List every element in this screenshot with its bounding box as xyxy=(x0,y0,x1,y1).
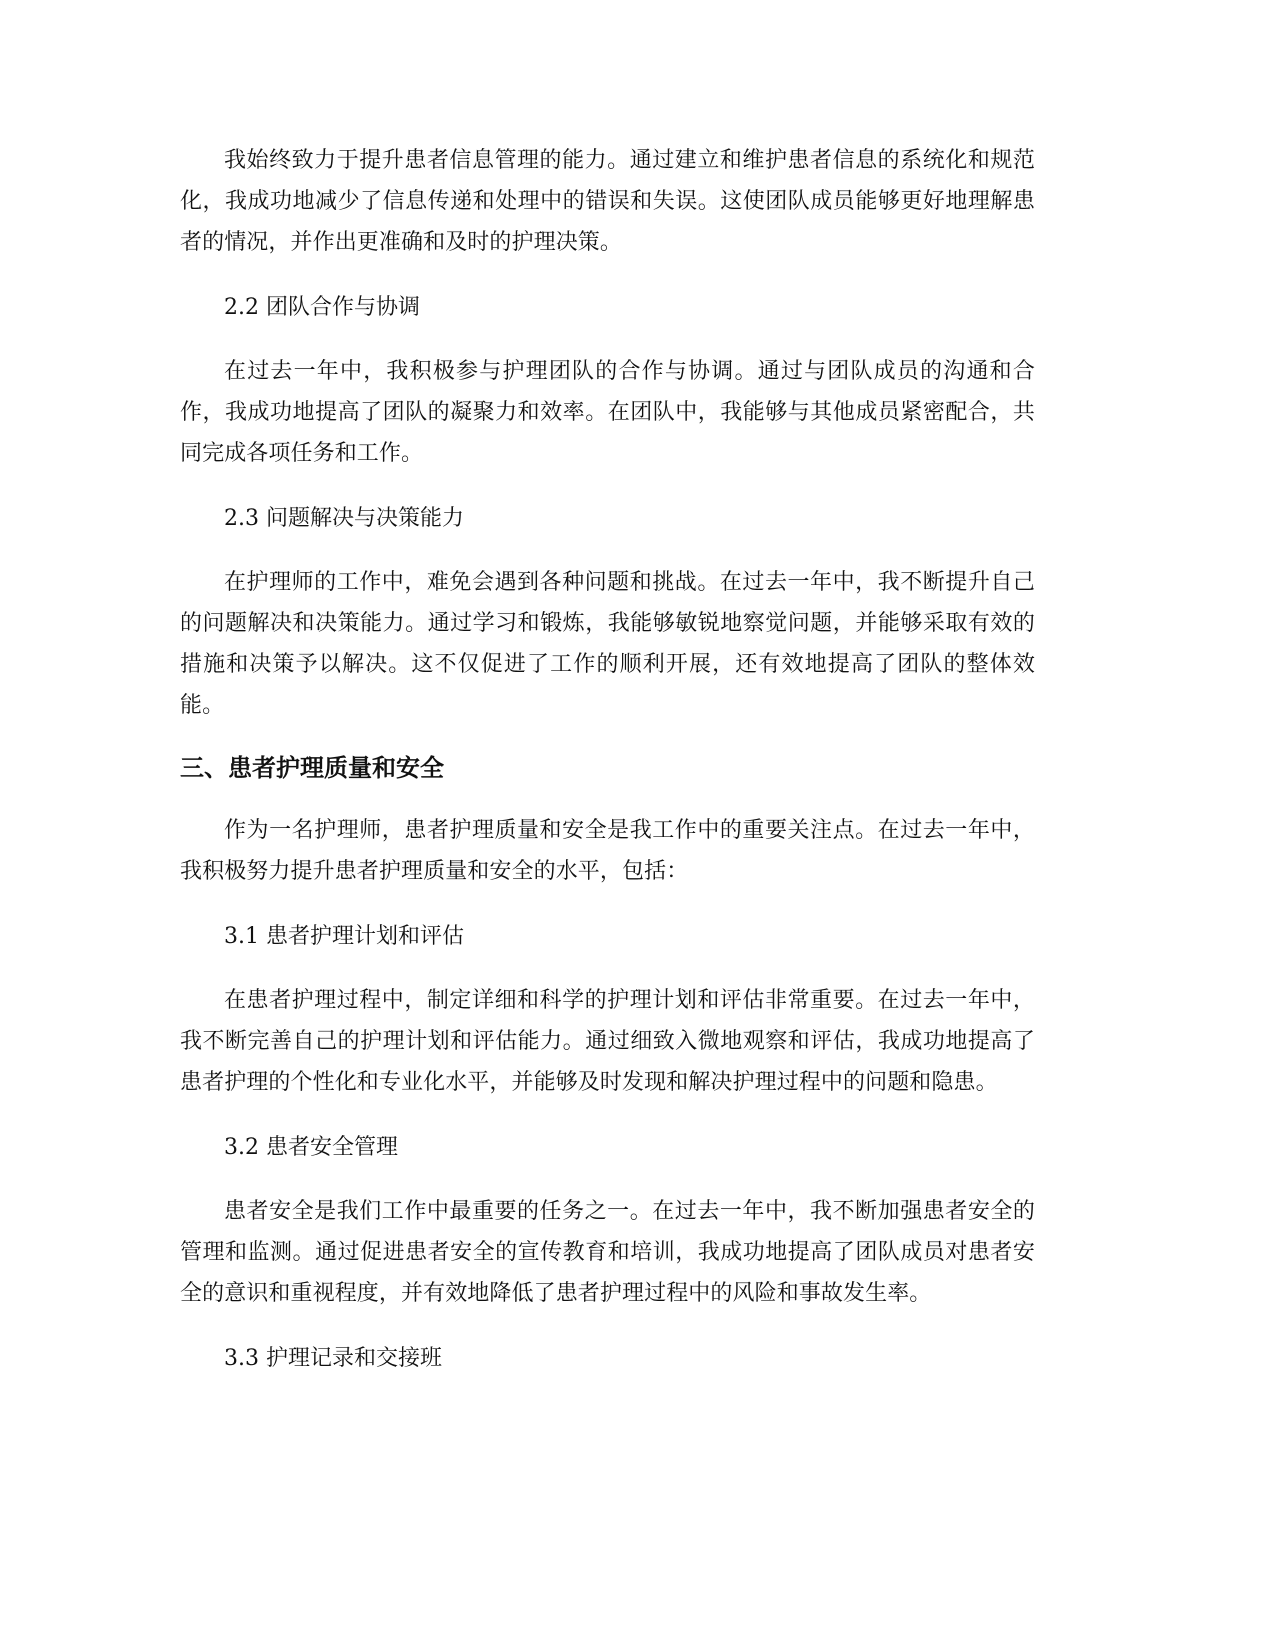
section-heading-3: 三、患者护理质量和安全 xyxy=(180,754,444,782)
paragraph-quality-intro: 作为一名护理师，患者护理质量和安全是我工作中的重要关注点。在过去一年中，我积极努力提升患者护理质量和安全的水平，包括： xyxy=(180,818,1035,884)
document-body xyxy=(180,140,1035,1402)
subheading-3-2: 3.2 患者安全管理 xyxy=(224,1135,398,1160)
paragraph-patient-safety: 患者安全是我们工作中最重要的任务之一。在过去一年中，我不断加强患者安全的管理和监测。通过促进患者安全的宣传教育和培训，我成功地提高了团队成员对患者安全的意识和重视程度，并有效地降低了患者护理过程中的风险和事故发生率。 xyxy=(180,1199,1035,1306)
subheading-3-1: 3.1 患者护理计划和评估 xyxy=(224,924,464,949)
paragraph-teamwork: 在过去一年中，我积极参与护理团队的合作与协调。通过与团队成员的沟通和合作，我成功地提高了团队的凝聚力和效率。在团队中，我能够与其他成员紧密配合，共同完成各项任务和工作。 xyxy=(180,359,1035,466)
paragraph-care-plan: 在患者护理过程中，制定详细和科学的护理计划和评估非常重要。在过去一年中，我不断完善自己的护理计划和评估能力。通过细致入微地观察和评估，我成功地提高了患者护理的个性化和专业化水平，并能够及时发现和解决护理过程中的问题和隐患。 xyxy=(180,988,1035,1095)
subheading-2-3: 2.3 问题解决与决策能力 xyxy=(224,506,464,531)
paragraph-patient-info: 我始终致力于提升患者信息管理的能力。通过建立和维护患者信息的系统化和规范化，我成功地减少了信息传递和处理中的错误和失误。这使团队成员能够更好地理解患者的情况，并作出更准确和及时的护理决策。 xyxy=(180,148,1035,255)
paragraph-problem-solving: 在护理师的工作中，难免会遇到各种问题和挑战。在过去一年中，我不断提升自己的问题解决和决策能力。通过学习和锻炼，我能够敏锐地察觉问题，并能够采取有效的措施和决策予以解决。这不仅促进了工作的顺利开展，还有效地提高了团队的整体效能。 xyxy=(180,570,1035,718)
subheading-3-3: 3.3 护理记录和交接班 xyxy=(224,1346,442,1371)
subheading-2-2: 2.2 团队合作与协调 xyxy=(224,295,420,320)
